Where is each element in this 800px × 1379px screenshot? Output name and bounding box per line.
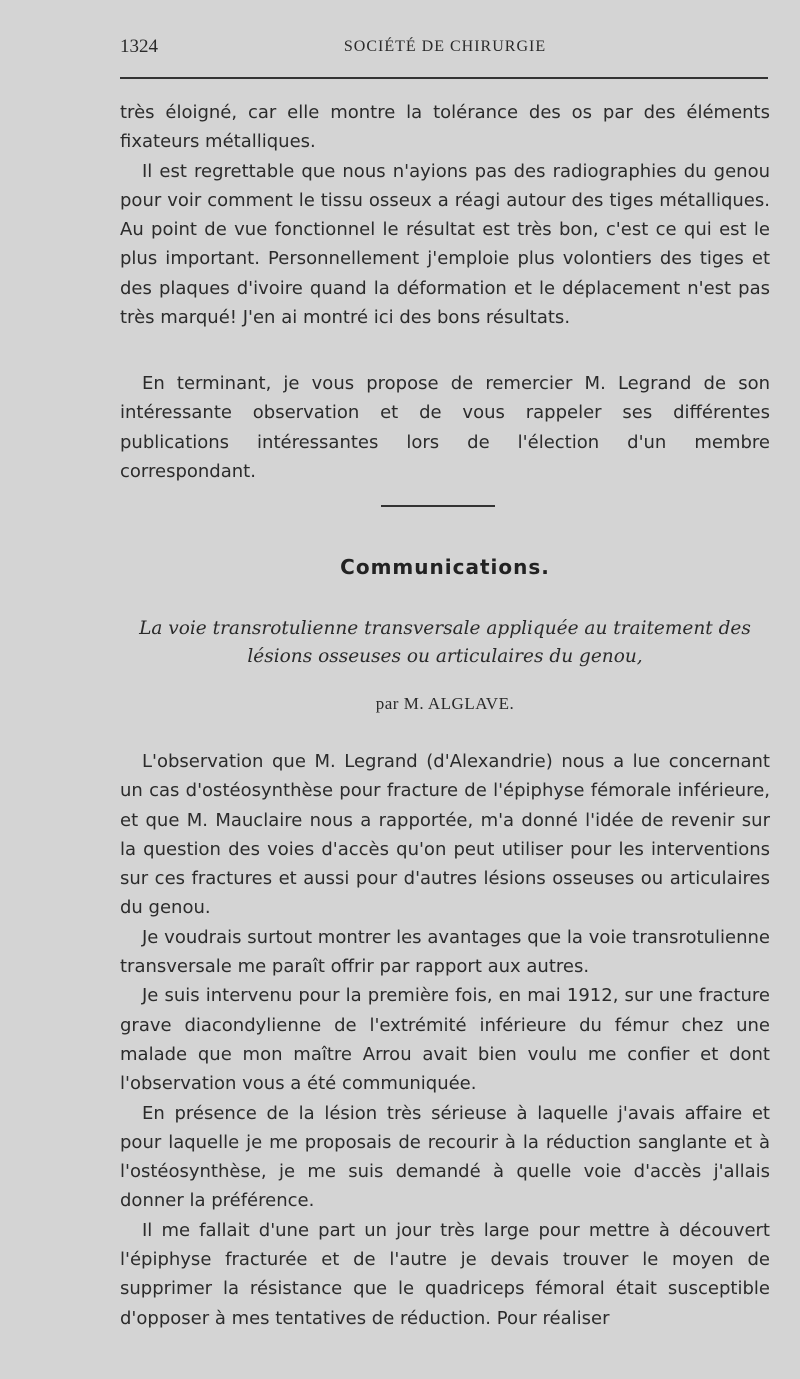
paragraph: Il me fallait d'une part un jour très large pour mettre à découvert l'épiphyse fracturée et de l'autre je devais trouver le moyen de supprimer la résistance que le quadriceps fémoral était susceptible d'opposer à mes tentatives de réduction. Pour réaliser — [120, 1219, 770, 1329]
paragraph: Je suis intervenu pour la première fois, en mai 1912, sur une fracture grave diacondylienne de l'extrémité inférieure du fémur chez une malade que mon maître Arrou avait bien voulu me confier et dont l'observation vous a été communiquée. — [120, 985, 770, 1095]
article-body — [120, 747, 770, 1333]
article-byline: par M. ALGLAVE. — [375, 694, 515, 713]
article-title-line: La voie transrotulienne transversale appliquée au traitement des — [139, 618, 751, 639]
page-number: 1324 — [120, 36, 158, 57]
paragraph: L'observation que M. Legrand (d'Alexandrie) nous a lue concernant un cas d'ostéosynthèse pour fracture de l'épiphyse fémorale inférieure, et que M. Mauclaire nous a rapportée, m'a donné l'idée de revenir sur la question des voies d'accès qu'on peut utiliser pour les interventions sur ces fractures et aussi pour d'autres lésions osseuses ou articulaires du genou. — [120, 751, 770, 919]
header-rule — [120, 77, 768, 79]
paragraph: En terminant, je vous propose de remercier M. Legrand de son intéressante observation et de vous rappeler ses différentes publications intéressantes lors de l'élection d'un membre correspondant. — [120, 373, 770, 482]
journal-title: SOCIÉTÉ DE CHIRURGIE — [343, 38, 547, 55]
section-heading: Communications. — [340, 555, 550, 579]
paragraph: Il est regrettable que nous n'ayions pas des radiographies du genou pour voir comment le tissu osseux a réagi autour des tiges métalliques. Au point de vue fonctionnel le résultat est très bon, c'est ce qui est le plus important. Personnellement j'emploie plus volontiers des tiges et des plaques d'ivoire quand la déformation et le déplacement n'est pas très marqué! J'en ai montré ici des bons résultats. — [120, 160, 770, 329]
article-title-line: lésions osseuses ou articulaires du genou, — [247, 646, 643, 667]
section-divider — [381, 505, 495, 507]
discussion-conclusion — [120, 369, 770, 486]
paragraph: très éloigné, car elle montre la tolérance des os par des éléments fixateurs métalliques. — [120, 102, 770, 153]
paragraph: Je voudrais surtout montrer les avantages que la voie transrotulienne transversale me paraît offrir par rapport aux autres. — [120, 926, 770, 978]
discussion-text — [120, 98, 770, 332]
article-title — [120, 615, 770, 671]
paragraph: En présence de la lésion très sérieuse à laquelle j'avais affaire et pour laquelle je me proposais de recourir à la réduction sanglante et à l'ostéosynthèse, je me suis demandé à quelle voie d'accès j'allais donner la préférence. — [120, 1102, 770, 1212]
running-head — [120, 36, 770, 66]
